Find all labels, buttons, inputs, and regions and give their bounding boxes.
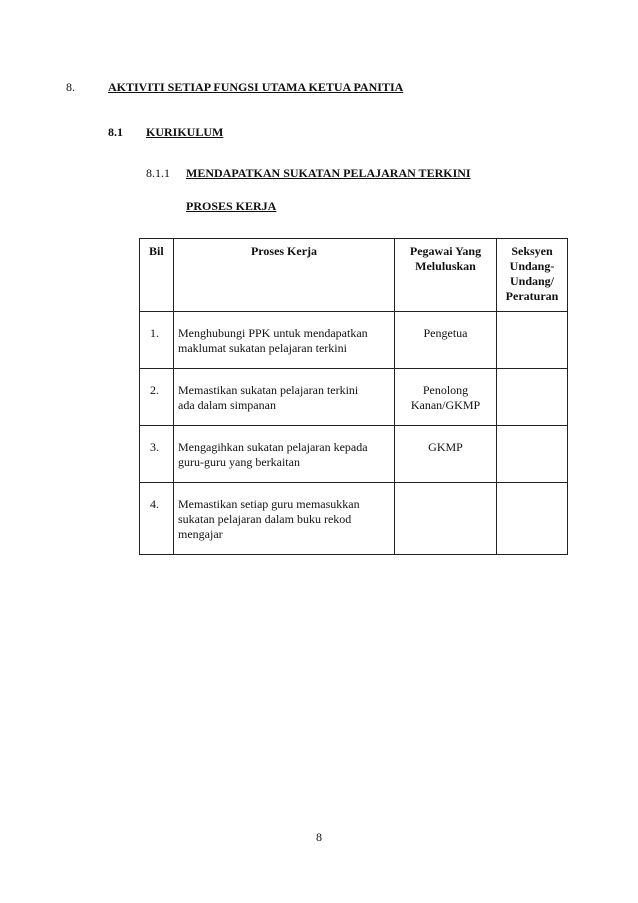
cell-proses-line: Menghubungi PPK untuk mendapatkan [178,326,368,340]
table-row [140,483,568,555]
section-title: AKTIVITI SETIAP FUNGSI UTAMA KETUA PANITIA [108,80,404,94]
process-heading: PROSES KERJA [186,199,277,213]
cell-proses-line: ada dalam simpanan [178,398,276,412]
subsection-title: KURIKULUM [146,125,224,139]
cell-pegawai-line: Penolong [422,383,469,397]
header-seksyen-line: Undang/ [509,274,555,288]
subsubsection-number: 8.1.1 [146,166,170,180]
cell-proses-kerja [174,483,395,555]
subsubsection-title: MENDAPATKAN SUKATAN PELAJARAN TERKINI [186,166,471,180]
cell-seksyen [497,312,568,369]
cell-seksyen [497,369,568,426]
cell-bil: 2. [140,369,174,426]
cell-pegawai [395,483,497,555]
header-bil: Bil [140,239,174,312]
subsection-number: 8.1 [108,125,123,139]
header-pegawai-line: Pegawai Yang [409,244,482,258]
header-seksyen [497,239,568,312]
header-seksyen-line: Seksyen [511,244,553,258]
cell-proses-line: guru-guru yang berkaitan [178,455,300,469]
header-pegawai-line: Meluluskan [415,259,476,273]
cell-proses-line: mengajar [178,527,223,541]
table-row [140,426,568,483]
cell-pegawai-line: GKMP [428,440,463,454]
table-row [140,369,568,426]
cell-seksyen [497,483,568,555]
cell-bil: 1. [140,312,174,369]
cell-proses-line: sukatan pelajaran dalam buku rekod [178,512,352,526]
cell-pegawai [395,369,497,426]
cell-pegawai [395,426,497,483]
cell-proses-line: Memastikan sukatan pelajaran terkini [178,383,359,397]
table-row [140,312,568,369]
table-header-row [140,239,568,312]
cell-proses-kerja [174,426,395,483]
cell-proses-kerja [174,312,395,369]
header-seksyen-line: Undang- [509,259,555,273]
header-proses-kerja: Proses Kerja [174,239,395,312]
cell-proses-line: Memastikan setiap guru memasukkan [178,497,360,511]
cell-bil: 4. [140,483,174,555]
cell-proses-kerja [174,369,395,426]
header-pegawai [395,239,497,312]
cell-pegawai-line: Pengetua [423,326,468,340]
header-seksyen-line: Peraturan [505,289,559,303]
process-table [139,238,568,555]
table-body [140,312,568,555]
section-number: 8. [66,80,75,94]
cell-proses-line: Mengagihkan sukatan pelajaran kepada [178,440,368,454]
page-number: 8 [316,830,322,844]
cell-pegawai [395,312,497,369]
cell-bil: 3. [140,426,174,483]
cell-seksyen [497,426,568,483]
cell-pegawai-line: Kanan/GKMP [410,398,481,412]
cell-proses-line: maklumat sukatan pelajaran terkini [178,341,347,355]
